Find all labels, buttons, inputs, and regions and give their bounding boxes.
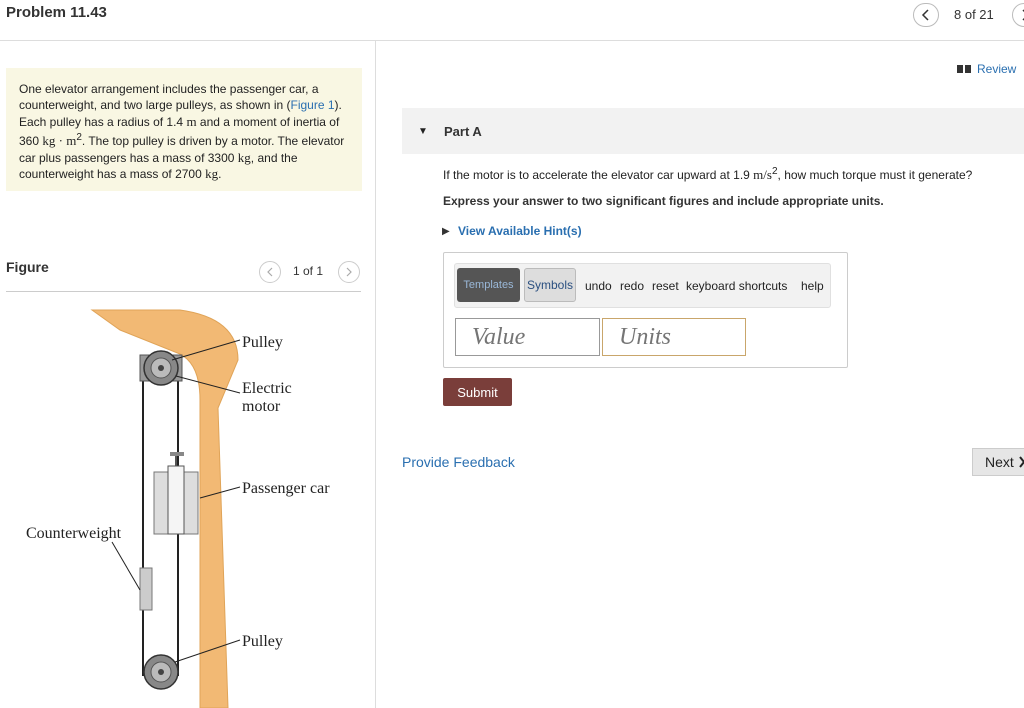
next-button[interactable] <box>972 448 1024 476</box>
redo-button[interactable]: redo <box>620 279 645 293</box>
figure-prev-button[interactable] <box>259 261 281 283</box>
label-motor: motor <box>242 398 281 415</box>
chevron-right-icon <box>1018 456 1024 468</box>
provide-feedback-link[interactable]: Provide Feedback <box>402 454 515 470</box>
review-label: Review <box>977 62 1017 76</box>
unit-kgm2: kg · m <box>42 133 77 149</box>
figure-next-button[interactable] <box>338 261 360 283</box>
keyboard-shortcuts-button[interactable]: keyboard shortcuts <box>686 279 788 293</box>
chevron-left-icon <box>266 267 274 277</box>
question-unit: m/s <box>753 167 772 182</box>
part-title: Part A <box>444 124 482 139</box>
submit-button[interactable]: Submit <box>443 378 512 406</box>
label-pulley-bottom: Pulley <box>242 633 283 650</box>
units-input[interactable] <box>602 318 746 356</box>
counterweight <box>140 568 152 610</box>
problem-text-part: . <box>218 167 222 182</box>
chevron-right-icon <box>345 267 353 277</box>
caret-down-icon[interactable]: ▼ <box>418 126 428 137</box>
label-pulley-top: Pulley <box>242 334 283 351</box>
answer-instruction: Express your answer to two significant figures and include appropriate units. <box>443 194 884 208</box>
review-link[interactable] <box>957 62 1016 76</box>
unit-kg: kg <box>205 166 219 182</box>
next-problem-button[interactable] <box>1012 3 1024 27</box>
figure-link[interactable]: Figure 1 <box>290 98 335 113</box>
problem-statement <box>19 81 355 182</box>
next-label: Next <box>985 454 1014 470</box>
chevron-left-icon <box>921 9 931 21</box>
superscript: 2 <box>76 132 82 144</box>
view-hints-link[interactable]: View Available Hint(s) <box>458 224 582 238</box>
problem-text-part: ). Each pulley has a radius of 1.4 <box>19 98 342 129</box>
caret-right-icon[interactable]: ▶ <box>442 226 450 237</box>
question-text <box>443 166 1024 183</box>
unit-m: m <box>186 113 197 129</box>
value-input[interactable] <box>455 318 600 356</box>
column-divider <box>375 40 376 708</box>
templates-button[interactable]: Templates <box>457 268 520 302</box>
label-passenger-car: Passenger car <box>242 480 330 497</box>
problem-text-part: and a moment of inertia of 360 <box>19 114 340 149</box>
symbols-button[interactable]: Symbols <box>524 268 576 302</box>
problem-title: Problem 11.43 <box>6 4 107 21</box>
part-a-header[interactable] <box>402 108 1024 154</box>
question-part: If the motor is to accelerate the elevator car upward at 1.9 <box>443 168 754 182</box>
figure-heading: Figure <box>6 259 49 275</box>
figure-counter: 1 of 1 <box>293 264 324 278</box>
reset-button[interactable]: reset <box>652 279 679 293</box>
label-electric: Electric <box>242 380 292 397</box>
superscript: 2 <box>771 166 778 177</box>
problem-text-part: , and the counterweight has a mass of 2700 <box>19 150 298 182</box>
label-counterweight: Counterweight <box>26 525 122 542</box>
undo-button[interactable]: undo <box>585 279 612 293</box>
chevron-right-icon <box>1020 9 1024 21</box>
previous-problem-button[interactable] <box>913 3 939 27</box>
problem-counter: 8 of 21 <box>954 7 994 22</box>
header-divider <box>0 40 1024 41</box>
figure-divider <box>6 291 361 292</box>
passenger-car <box>168 466 184 534</box>
question-part: , how much torque must it generate? <box>777 168 973 182</box>
help-button[interactable]: help <box>801 279 824 293</box>
problem-text-part: . The top pulley is driven by a motor. The elevator car plus passengers has a mass of 3300 <box>19 134 345 165</box>
problem-text-part: One elevator arrangement includes the passenger car, a counterweight, and two large pulleys, as shown in ( <box>19 82 319 113</box>
book-icon <box>957 64 971 74</box>
unit-kg: kg <box>237 149 251 165</box>
elevator-figure <box>0 300 370 708</box>
